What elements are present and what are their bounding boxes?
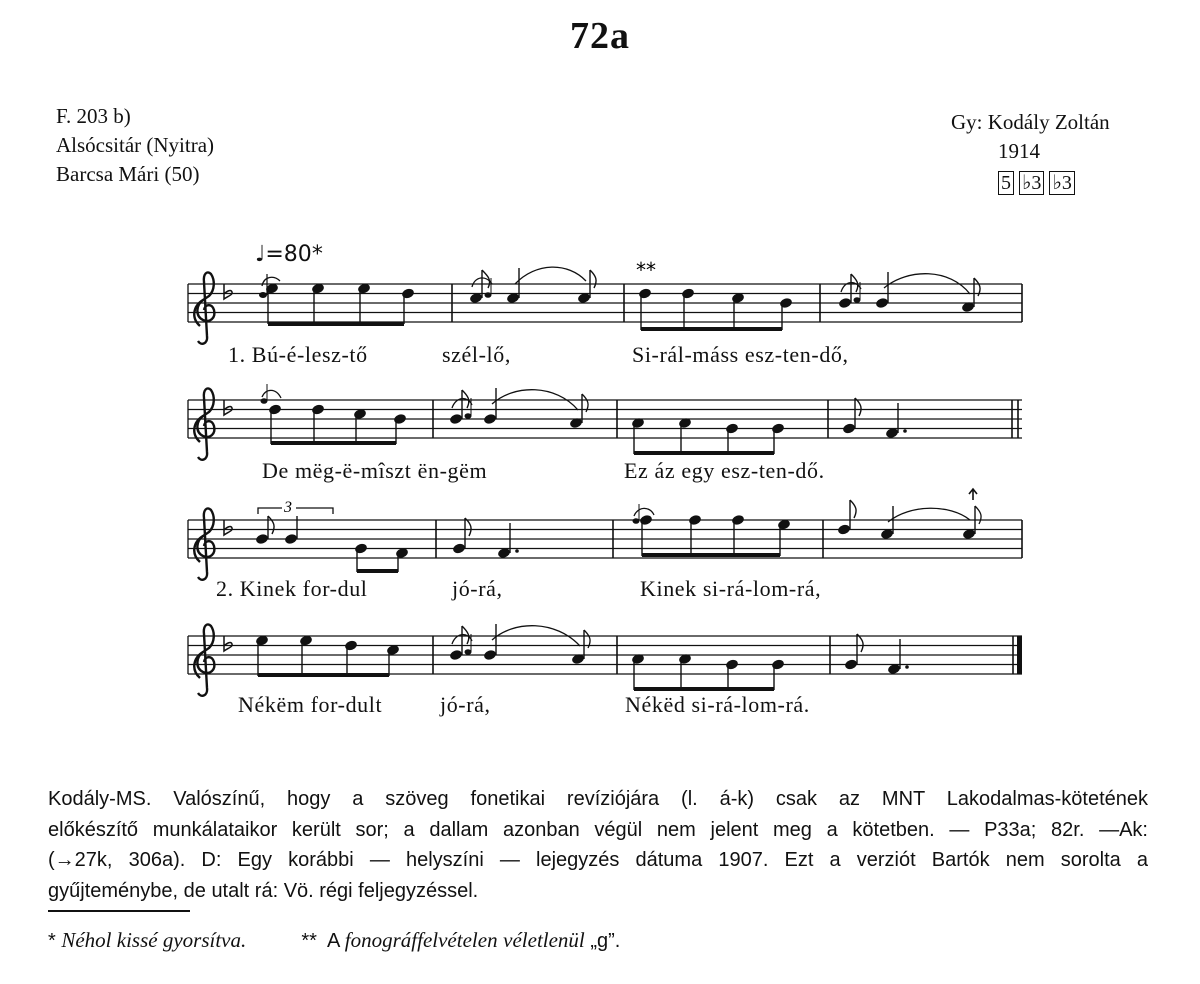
staff-2 — [188, 384, 1022, 460]
footnote-divider — [48, 910, 190, 912]
footnote-2-mark: ** — [301, 930, 317, 952]
footnote-1-text: Néhol kissé gyorsítva. — [61, 928, 247, 952]
commentary-line: előkészítő munkálataikor került sor; a dallam azonban végül nem jelent meg a kötetben. — P33a; 82r. —Ak: — [48, 818, 1148, 841]
collector-year: 1914 — [998, 139, 1040, 163]
staff-1 — [188, 267, 1022, 344]
footnote-2-italic-1: fonográffelvételen — [344, 928, 498, 952]
page-title: 72a — [570, 15, 630, 57]
collector-name: Gy: Kodály Zoltán — [951, 110, 1110, 134]
commentary — [48, 784, 1148, 906]
tempo-value: ♩=80 — [255, 242, 312, 267]
lyric-line-2a: De mëg-ë-mîszt ën-gëm — [262, 458, 488, 483]
footnote-2-prefix: A — [326, 930, 340, 952]
scale-code: 5 — [998, 171, 1014, 195]
lyric-line-3a: 2. Kinek for-dul — [216, 576, 368, 601]
lyric-line-4a: Nékëm for-dult — [238, 692, 383, 717]
lyric-line-2b: Ez áz egy esz-ten-dő. — [624, 458, 825, 483]
footnote-1-mark: * — [48, 930, 56, 952]
scale-code: ♭3 — [1049, 171, 1074, 195]
staff-3 — [188, 489, 1022, 580]
footnotes — [48, 928, 620, 953]
lyric-line-1b: szél-lő, — [442, 342, 511, 367]
commentary-line: Kodály-MS. Valószínű, hogy a szöveg fonetikai revíziójára (l. á-k) csak az MNT Lakodalmas-kötetének — [48, 788, 1148, 810]
commentary-line: (→27k, 306a). D: Egy korábbi — helyszíni — lejegyzés dátuma 1907. Ezt a verziót Bartók nem sorolta a — [48, 849, 1148, 871]
source-catalog: F. 203 b) — [56, 104, 131, 128]
lyric-line-1c: Si-rál-máss esz-ten-dő, — [632, 342, 849, 367]
footnote-2-quote: „g”. — [590, 930, 621, 952]
source-singer: Barcsa Mári (50) — [56, 162, 200, 186]
lyric-line-3b: jó-rá, — [452, 576, 503, 601]
commentary-line: gyűjteménybe, de utalt rá: Vö. régi feljegyzéssel. — [48, 879, 479, 902]
footnote-2-italic-2: véletlenül — [503, 928, 585, 952]
source-place: Alsócsitár (Nyitra) — [56, 133, 215, 157]
lyric-line-4b: jó-rá, — [440, 692, 491, 717]
tempo-footnote-mark: * — [311, 242, 323, 267]
staff-4 — [188, 624, 1022, 696]
accent-footnote-mark: ** — [636, 258, 656, 282]
lyric-line-4c: Nékëd si-rá-lom-rá. — [625, 692, 810, 717]
triplet-mark: 3 — [284, 499, 292, 516]
lyric-line-3c: Kinek si-rá-lom-rá, — [640, 576, 822, 601]
lyric-line-1a: 1. Bú-é-lesz-tő — [228, 342, 368, 367]
scale-code: ♭3 — [1019, 171, 1044, 195]
